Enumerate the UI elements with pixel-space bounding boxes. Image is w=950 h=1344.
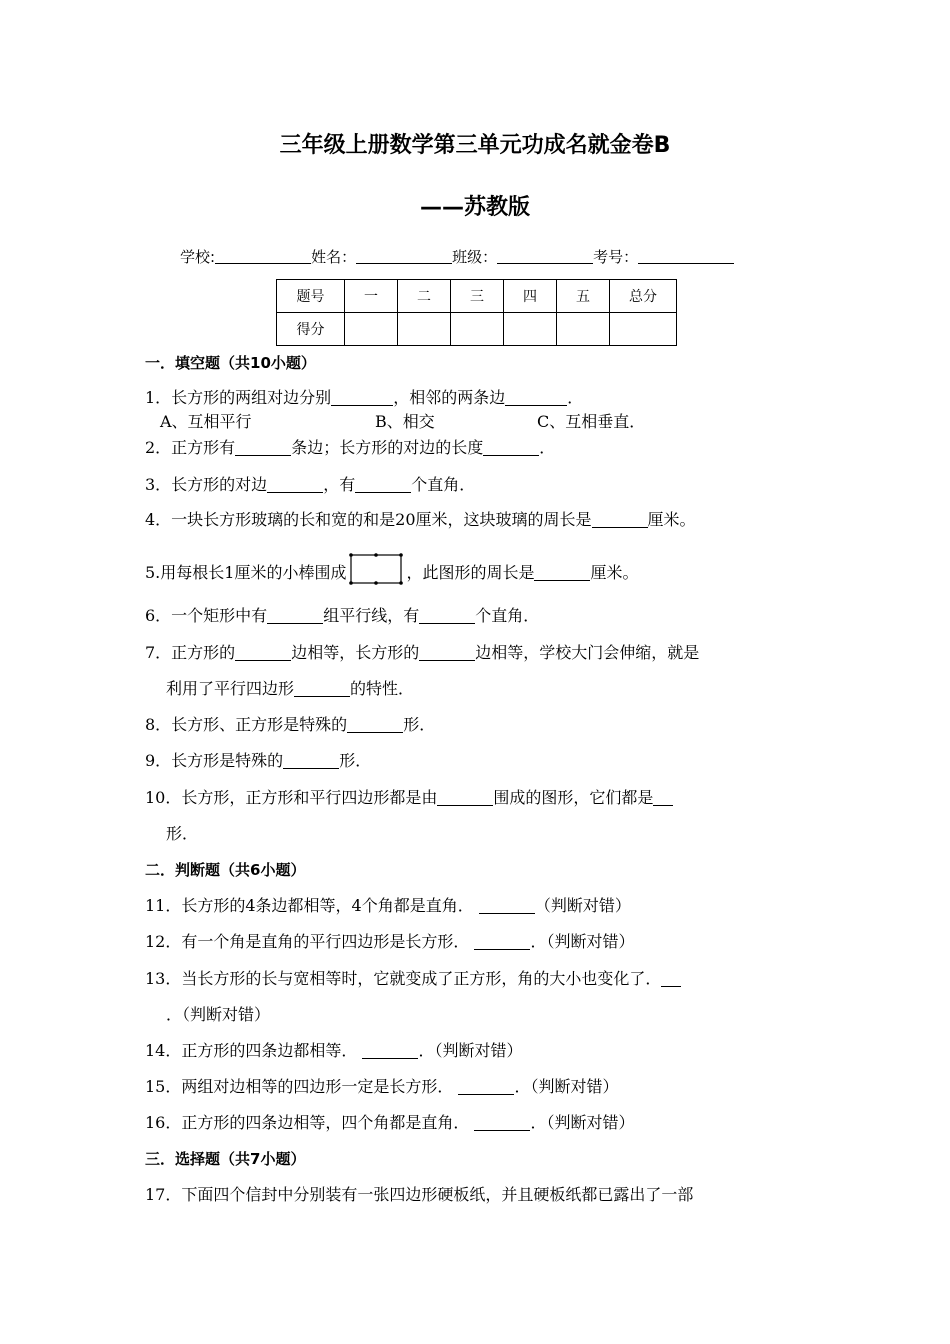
question-text: 5.用每根长1厘米的小棒围成: [145, 563, 347, 582]
question-14: [145, 1040, 522, 1062]
question-text: 14．正方形的四条边都相等．: [145, 1041, 358, 1060]
question-text: 12．有一个角是直角的平行四边形是长方形．: [145, 932, 470, 951]
question-text: ．（判断对错）: [530, 1113, 635, 1132]
question-10: [145, 787, 673, 809]
answer-blank[interactable]: [235, 644, 291, 661]
answer-blank[interactable]: [458, 1078, 514, 1095]
question-2: [145, 437, 555, 459]
question-13: [145, 968, 681, 990]
question-text: 边相等，长方形的: [291, 643, 420, 662]
question-text: 个直角．: [411, 475, 476, 494]
question-text: 3．长方形的对边: [145, 475, 268, 494]
question-1: [145, 387, 583, 409]
question-text: 利用了平行四边形: [166, 679, 295, 698]
page-subtitle: ——苏教版: [419, 195, 530, 220]
answer-blank[interactable]: [592, 511, 648, 528]
answer-blank[interactable]: [474, 1114, 530, 1131]
question-6: [145, 605, 539, 627]
answer-blank[interactable]: [474, 933, 530, 950]
question-text: 的特性．: [350, 679, 415, 698]
question-text: ．（判断对错）: [514, 1077, 619, 1096]
question-text: （判断对错）: [534, 896, 631, 915]
answer-blank[interactable]: [437, 789, 493, 806]
answer-blank[interactable]: [294, 680, 350, 697]
question-3: [145, 474, 475, 496]
score-table: [276, 279, 677, 346]
name-field[interactable]: [356, 249, 452, 264]
question-1-options: [160, 411, 645, 433]
question-text: 15．两组对边相等的四边形一定是长方形．: [145, 1077, 454, 1096]
answer-blank[interactable]: [267, 607, 323, 624]
school-label: 学校:: [180, 248, 216, 266]
question-text: 8．长方形、正方形是特殊的: [145, 715, 348, 734]
option-a: A、互相平行: [160, 412, 252, 431]
section2-title: 二．判断题（共6小题）: [145, 861, 306, 879]
score-cell[interactable]: [345, 313, 398, 346]
answer-blank[interactable]: [355, 476, 411, 493]
answer-blank[interactable]: [479, 897, 535, 914]
score-header-cell: 三: [451, 280, 504, 313]
question-5: [145, 552, 638, 586]
question-11: [145, 895, 631, 917]
school-field[interactable]: [215, 249, 311, 264]
score-header-cell: 四: [504, 280, 557, 313]
question-text: 围成的图形，它们都是: [493, 788, 654, 807]
option-b: B、相交: [375, 412, 435, 431]
question-17: 17．下面四个信封中分别装有一张四边形硬板纸，并且硬板纸都已露出了一部: [145, 1185, 694, 1204]
answer-blank[interactable]: [661, 970, 681, 987]
question-text: 形．: [403, 715, 436, 734]
question-text: ．: [539, 438, 556, 457]
question-16: [145, 1112, 634, 1134]
score-cell[interactable]: [557, 313, 610, 346]
question-9: [145, 750, 371, 772]
score-cell[interactable]: [398, 313, 451, 346]
answer-blank[interactable]: [235, 439, 291, 456]
section3-title: 三．选择题（共7小题）: [145, 1150, 306, 1168]
exam-no-field[interactable]: [638, 249, 734, 264]
question-text: ，有: [323, 475, 356, 494]
question-text: 个直角．: [475, 606, 540, 625]
answer-blank[interactable]: [419, 607, 475, 624]
student-info: [180, 246, 734, 267]
score-header-cell: 题号: [277, 280, 345, 313]
score-row-label: 得分: [277, 313, 345, 346]
class-label: 班级：: [452, 248, 498, 266]
question-text: 4．一块长方形玻璃的长和宽的和是20厘米，这块玻璃的周长是: [145, 510, 592, 529]
score-table-row: [277, 313, 677, 346]
answer-blank[interactable]: [483, 439, 539, 456]
question-text: 13．当长方形的长与宽相等时，它就变成了正方形，角的大小也变化了．: [145, 969, 662, 988]
question-text: ，相邻的两条边: [393, 388, 506, 407]
answer-blank[interactable]: [267, 476, 323, 493]
stick-rectangle-figure: [348, 552, 404, 586]
answer-blank[interactable]: [331, 389, 393, 406]
question-text: ．: [567, 388, 584, 407]
question-text: 7．正方形的: [145, 643, 236, 662]
question-text: 6．一个矩形中有: [145, 606, 268, 625]
answer-blank[interactable]: [283, 752, 339, 769]
question-text: 11．长方形的4条边都相等，4个角都是直角．: [145, 896, 474, 915]
question-text: 边相等，学校大门会伸缩，就是: [475, 643, 700, 662]
question-7-continued: [166, 678, 414, 700]
page-title: 三年级上册数学第三单元功成名就金卷B: [279, 133, 671, 158]
question-4: [145, 509, 696, 531]
question-text: 厘米。: [590, 563, 639, 582]
question-text: ，此图形的周长是: [406, 563, 535, 582]
score-header-cell: 总分: [610, 280, 677, 313]
score-header-cell: 二: [398, 280, 451, 313]
question-text: 16．正方形的四条边相等，四个角都是直角．: [145, 1113, 470, 1132]
score-header-cell: 一: [345, 280, 398, 313]
answer-blank[interactable]: [653, 789, 673, 806]
question-8: [145, 714, 435, 736]
answer-blank[interactable]: [362, 1042, 418, 1059]
question-text: 10．长方形，正方形和平行四边形都是由: [145, 788, 438, 807]
name-label: 姓名：: [311, 248, 357, 266]
question-7: [145, 642, 699, 664]
answer-blank[interactable]: [419, 644, 475, 661]
option-c: C、互相垂直．: [537, 412, 646, 431]
question-12: [145, 931, 634, 953]
question-text: 1．长方形的两组对边分别: [145, 388, 332, 407]
question-15: [145, 1076, 618, 1098]
question-10-continued: 形．: [166, 824, 199, 843]
answer-blank[interactable]: [505, 389, 567, 406]
section1-title: 一．填空题（共10小题）: [145, 354, 316, 372]
question-text: 厘米。: [647, 510, 696, 529]
question-text: 形．: [339, 751, 372, 770]
answer-blank[interactable]: [534, 564, 590, 581]
exam-no-label: 考号：: [593, 248, 639, 266]
question-text: ．（判断对错）: [418, 1041, 523, 1060]
answer-blank[interactable]: [347, 716, 403, 733]
score-cell[interactable]: [504, 313, 557, 346]
question-13-continued: ．（判断对错）: [166, 1005, 271, 1024]
question-text: 9．长方形是特殊的: [145, 751, 284, 770]
score-cell[interactable]: [610, 313, 677, 346]
question-text: ．（判断对错）: [530, 932, 635, 951]
score-header-cell: 五: [557, 280, 610, 313]
question-text: 条边；长方形的对边的长度: [291, 438, 484, 457]
question-text: 2．正方形有: [145, 438, 236, 457]
score-cell[interactable]: [451, 313, 504, 346]
score-table-header-row: [277, 280, 677, 313]
class-field[interactable]: [497, 249, 593, 264]
question-text: 组平行线，有: [323, 606, 420, 625]
